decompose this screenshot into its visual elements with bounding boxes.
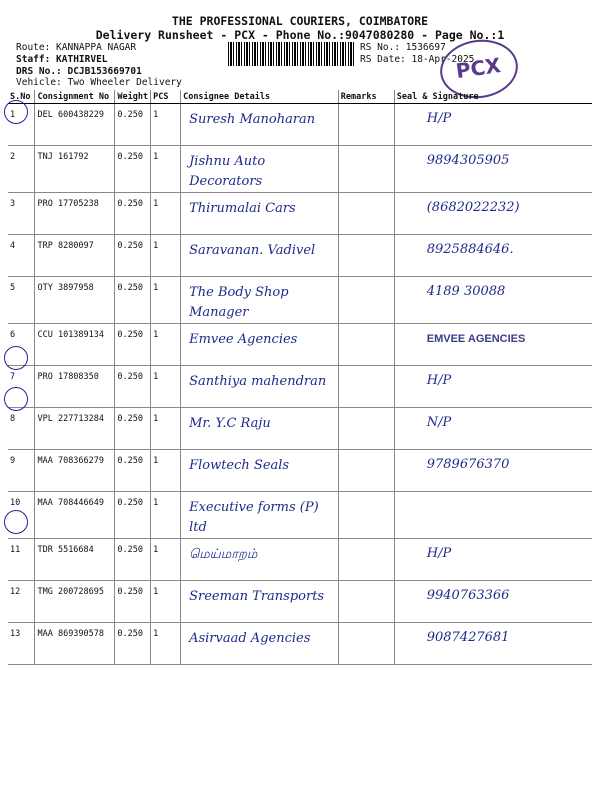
- consignee-details: [181, 492, 339, 539]
- consignment-number-text: MAA 708366279: [37, 456, 105, 466]
- remarks-cell: [338, 366, 394, 408]
- remarks-cell: [338, 146, 394, 193]
- sno-cell: [8, 623, 35, 665]
- pcs-cell-text: 1: [153, 587, 159, 597]
- pcs-cell: [151, 235, 181, 277]
- table-row: [8, 146, 592, 193]
- hand-circle-mark: [4, 100, 28, 124]
- consignee-details-text: Jishnu Auto Decorators: [189, 154, 266, 189]
- consignment-number: [35, 539, 115, 581]
- pcs-cell-text: 1: [153, 456, 159, 466]
- consignee-details-text: Santhiya mahendran: [189, 374, 327, 389]
- consignee-details: [181, 277, 339, 324]
- consignee-details-text: மெய்மாறம்: [189, 547, 258, 562]
- col-consignment: Consignment No: [35, 90, 115, 104]
- remarks-cell: [338, 193, 394, 235]
- remarks-cell: [338, 539, 394, 581]
- sno-cell-text: 8: [10, 414, 16, 424]
- pcs-cell-text: 1: [153, 414, 159, 424]
- pcs-cell-text: 1: [153, 629, 159, 639]
- table-row: [8, 277, 592, 324]
- sno-cell-text: 2: [10, 152, 16, 162]
- signature-cell: [394, 193, 592, 235]
- weight-cell: [115, 324, 151, 366]
- weight-cell-text: 0.250: [117, 110, 143, 120]
- pcs-cell: [151, 104, 181, 146]
- signature-cell: [394, 539, 592, 581]
- consignment-number-text: MAA 869390578: [37, 629, 105, 639]
- signature-cell: [394, 277, 592, 324]
- consignment-number: [35, 450, 115, 492]
- pcs-cell: [151, 193, 181, 235]
- weight-cell-text: 0.250: [117, 152, 143, 162]
- col-sno: S.No: [8, 90, 35, 104]
- consignee-details-text: Sreeman Transports: [189, 589, 325, 604]
- table-row: [8, 623, 592, 665]
- table-row: [8, 104, 592, 146]
- drs-label: DRS No.: DCJB153669701: [16, 66, 142, 77]
- pcs-cell: [151, 450, 181, 492]
- signature-cell-text: N/P: [426, 415, 452, 430]
- signature-cell-text: H/P: [426, 546, 452, 561]
- signature-cell: [394, 408, 592, 450]
- runsheet-subtitle: Delivery Runsheet - PCX - Phone No.:9047080280 - Page No.:1: [95, 28, 505, 42]
- signature-cell-text: EMVEE AGENCIES: [426, 333, 526, 345]
- consignment-number: [35, 146, 115, 193]
- signature-cell-text: 9789676370: [426, 457, 510, 472]
- consignment-number: [35, 581, 115, 623]
- hand-circle-mark: [4, 510, 28, 534]
- consignment-number-text: TMG 200728695: [37, 587, 105, 597]
- remarks-cell: [338, 408, 394, 450]
- sno-cell-text: 12: [10, 587, 21, 597]
- pcs-cell-text: 1: [153, 152, 159, 162]
- consignment-number: [35, 492, 115, 539]
- sno-cell-text: 7: [10, 372, 16, 382]
- table-row: [8, 366, 592, 408]
- consignee-details: [181, 104, 339, 146]
- consignee-details-text: Executive forms (P) ltd: [189, 500, 319, 535]
- consignment-number: [35, 408, 115, 450]
- consignment-number: [35, 104, 115, 146]
- signature-cell: [394, 104, 592, 146]
- rs-date: RS Date: 18-Apr-2025: [360, 54, 475, 65]
- weight-cell-text: 0.250: [117, 414, 143, 424]
- sno-cell: [8, 193, 35, 235]
- signature-cell-text: 9894305905: [426, 153, 510, 168]
- consignment-number-text: PRO 17808350: [37, 372, 99, 382]
- signature-cell-text: H/P: [426, 111, 452, 126]
- remarks-cell: [338, 324, 394, 366]
- sno-cell: [8, 408, 35, 450]
- remarks-cell: [338, 492, 394, 539]
- consignment-number-text: TDR 5516684: [37, 545, 94, 555]
- signature-cell-text: H/P: [426, 373, 452, 388]
- pcs-cell-text: 1: [153, 372, 159, 382]
- table-row: [8, 492, 592, 539]
- weight-cell: [115, 146, 151, 193]
- weight-cell-text: 0.250: [117, 629, 143, 639]
- stamp-text: PCX: [454, 53, 503, 84]
- pcs-cell: [151, 492, 181, 539]
- signature-cell-text: (8682022232): [426, 200, 520, 215]
- company-title: THE PROFESSIONAL COURIERS, COIMBATORE: [171, 14, 429, 28]
- weight-cell-text: 0.250: [117, 456, 143, 466]
- consignee-details: [181, 146, 339, 193]
- sno-cell: [8, 277, 35, 324]
- weight-cell: [115, 104, 151, 146]
- consignment-number-text: DEL 600438229: [37, 110, 105, 120]
- staff-label: Staff: KATHIRVEL: [16, 54, 108, 65]
- weight-cell: [115, 235, 151, 277]
- sno-cell-text: 4: [10, 241, 16, 251]
- pcs-cell: [151, 324, 181, 366]
- weight-cell-text: 0.250: [117, 330, 143, 340]
- consignment-number: [35, 366, 115, 408]
- weight-cell: [115, 277, 151, 324]
- table-row: [8, 450, 592, 492]
- weight-cell-text: 0.250: [117, 372, 143, 382]
- pcs-cell-text: 1: [153, 330, 159, 340]
- table-row: [8, 193, 592, 235]
- sno-cell: [8, 235, 35, 277]
- sno-cell-text: 10: [10, 498, 21, 508]
- consignment-number-text: MAA 708446649: [37, 498, 105, 508]
- col-consignee: Consignee Details: [181, 90, 339, 104]
- sno-cell: [8, 450, 35, 492]
- pcs-cell: [151, 408, 181, 450]
- rs-number: RS No.: 1536697: [360, 42, 446, 53]
- consignee-details-text: Asirvaad Agencies: [189, 631, 311, 646]
- col-pcs: PCS: [151, 90, 181, 104]
- pcs-cell-text: 1: [153, 498, 159, 508]
- signature-cell: [394, 581, 592, 623]
- consignment-number: [35, 623, 115, 665]
- vehicle-label: Vehicle: Two Wheeler Delivery: [16, 77, 182, 88]
- pcs-cell: [151, 623, 181, 665]
- pcs-cell: [151, 539, 181, 581]
- weight-cell-text: 0.250: [117, 199, 143, 209]
- consignee-details: [181, 623, 339, 665]
- consignment-number: [35, 235, 115, 277]
- sno-cell: [8, 581, 35, 623]
- consignee-details: [181, 324, 339, 366]
- pcs-cell: [151, 277, 181, 324]
- consignment-number-text: TRP 8280097: [37, 241, 94, 251]
- pcs-cell: [151, 581, 181, 623]
- consignee-details-text: The Body Shop Manager: [189, 285, 289, 320]
- weight-cell: [115, 623, 151, 665]
- consignee-details-text: Mr. Y.C Raju: [189, 416, 271, 431]
- col-weight: Weight: [115, 90, 151, 104]
- remarks-cell: [338, 450, 394, 492]
- weight-cell: [115, 581, 151, 623]
- remarks-cell: [338, 104, 394, 146]
- signature-cell: [394, 366, 592, 408]
- weight-cell: [115, 408, 151, 450]
- table-header-row: [8, 90, 592, 104]
- runsheet-table: [8, 90, 592, 665]
- signature-cell-text: 9087427681: [426, 630, 510, 645]
- hand-circle-mark: [4, 346, 28, 370]
- col-signature: Seal & Signature: [394, 90, 592, 104]
- pcs-cell: [151, 146, 181, 193]
- signature-cell-text: 9940763366: [426, 588, 510, 603]
- weight-cell-text: 0.250: [117, 545, 143, 555]
- consignee-details: [181, 581, 339, 623]
- signature-cell: [394, 623, 592, 665]
- weight-cell-text: 0.250: [117, 498, 143, 508]
- signature-cell-text: 8925884646.: [426, 242, 514, 257]
- table-row: [8, 581, 592, 623]
- consignment-number-text: VPL 227713284: [37, 414, 105, 424]
- weight-cell: [115, 539, 151, 581]
- consignee-details: [181, 408, 339, 450]
- signature-cell: [394, 492, 592, 539]
- signature-cell: [394, 235, 592, 277]
- table-row: [8, 408, 592, 450]
- weight-cell: [115, 193, 151, 235]
- weight-cell-text: 0.250: [117, 283, 143, 293]
- sno-cell-text: 5: [10, 283, 16, 293]
- sno-cell: [8, 539, 35, 581]
- signature-cell: [394, 324, 592, 366]
- weight-cell-text: 0.250: [117, 587, 143, 597]
- weight-cell: [115, 492, 151, 539]
- consignee-details-text: Suresh Manoharan: [189, 112, 316, 127]
- route-label: Route: KANNAPPA NAGAR: [16, 42, 137, 53]
- weight-cell-text: 0.250: [117, 241, 143, 251]
- barcode: [228, 42, 354, 66]
- consignee-details: [181, 450, 339, 492]
- table-row: [8, 235, 592, 277]
- table-row: [8, 539, 592, 581]
- consignment-number-text: PRO 17705238: [37, 199, 99, 209]
- consignment-number: [35, 193, 115, 235]
- consignee-details-text: Thirumalai Cars: [189, 201, 296, 216]
- consignee-details: [181, 366, 339, 408]
- remarks-cell: [338, 235, 394, 277]
- consignment-number-text: OTY 3897958: [37, 283, 94, 293]
- col-remarks: Remarks: [338, 90, 394, 104]
- pcs-cell-text: 1: [153, 241, 159, 251]
- consignee-details-text: Flowtech Seals: [189, 458, 290, 473]
- pcs-cell-text: 1: [153, 110, 159, 120]
- pcs-cell-text: 1: [153, 545, 159, 555]
- consignment-number: [35, 324, 115, 366]
- pcs-cell-text: 1: [153, 283, 159, 293]
- consignee-details: [181, 193, 339, 235]
- hand-circle-mark: [4, 387, 28, 411]
- remarks-cell: [338, 277, 394, 324]
- sno-cell: [8, 146, 35, 193]
- consignment-number: [35, 277, 115, 324]
- consignee-details-text: Emvee Agencies: [189, 332, 298, 347]
- sno-cell-text: 1: [10, 110, 16, 120]
- remarks-cell: [338, 581, 394, 623]
- signature-cell: [394, 450, 592, 492]
- sno-cell-text: 11: [10, 545, 21, 555]
- pcs-cell-text: 1: [153, 199, 159, 209]
- consignment-number-text: CCU 101389134: [37, 330, 105, 340]
- sno-cell-text: 9: [10, 456, 16, 466]
- signature-cell: [394, 146, 592, 193]
- weight-cell: [115, 366, 151, 408]
- sno-cell-text: 3: [10, 199, 16, 209]
- consignee-details: [181, 539, 339, 581]
- sno-cell-text: 13: [10, 629, 21, 639]
- sno-cell-text: 6: [10, 330, 16, 340]
- consignment-number-text: TNJ 161792: [37, 152, 89, 162]
- pcs-cell: [151, 366, 181, 408]
- weight-cell: [115, 450, 151, 492]
- table-row: [8, 324, 592, 366]
- remarks-cell: [338, 623, 394, 665]
- consignee-details: [181, 235, 339, 277]
- consignee-details-text: Saravanan. Vadivel: [189, 243, 316, 258]
- signature-cell-text: 4189 30088: [426, 284, 506, 299]
